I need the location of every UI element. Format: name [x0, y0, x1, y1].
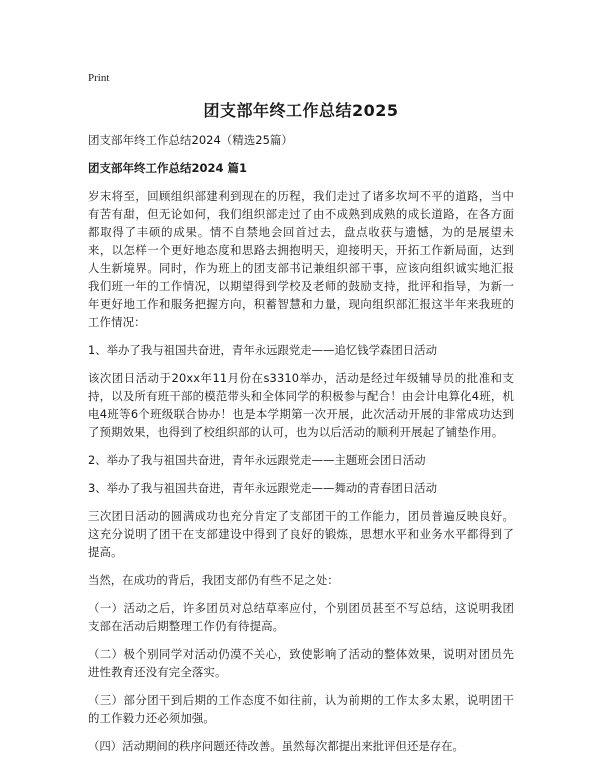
document-title: 团支部年终工作总结2025 — [203, 101, 399, 120]
summary-paragraph: 三次团日活动的圆满成功也充分肯定了支部团干的工作能力，团员普遍反映良好。这充分说明了团干在支部建设中得到了良好的锻炼，思想水平和业务水平都得到了提高。 — [88, 509, 514, 559]
shortcoming-item-1: （一）活动之后，许多团员对总结草率应付，个别团员甚至不写总结，这说明我团支部在活动后期整理工作仍有待提高。 — [88, 601, 514, 633]
shortcomings-intro: 当然，在成功的背后，我团支部仍有些不足之处： — [88, 573, 339, 587]
activity-item-2: 2、举办了我与祖国共奋进，青年永远跟党走——主题班会团日活动 — [88, 453, 426, 467]
activity-detail-paragraph: 该次团日活动于20xx年11月份在s3310举办，活动是经过年级辅导员的批准和支持，以及所有班干部的模范带头和全体同学的积极参与配合！由会计电算化4班，机电4班等6个班级联合协办！也是本学期第一次开展，此次活动开展的非常成功达到了预期效果，也得到了校组织部的认可，也为以后活动的顺利开展起了铺垫作用。 — [88, 371, 514, 439]
shortcoming-item-2: （二）极个别同学对活动仍漠不关心，致使影响了活动的整体效果，说明对团员先进性教育还没有完全落实。 — [88, 647, 514, 679]
shortcoming-item-4: （四）活动期间的秩序问题还待改善。虽然每次都提出来批评但还是存在。 — [88, 739, 464, 753]
section-heading: 团支部年终工作总结2024 篇1 — [88, 161, 248, 175]
activity-item-1: 1、举办了我与祖国共奋进，青年永远跟党走——追忆钱学森团日活动 — [88, 343, 437, 357]
activity-item-3: 3、举办了我与祖国共奋进，青年永远跟党走——舞动的青春团日活动 — [88, 481, 437, 495]
document-subtitle: 团支部年终工作总结2024（精选25篇） — [88, 133, 293, 147]
document-page — [88, 70, 514, 765]
shortcoming-item-3: （三）部分团干到后期的工作态度不如往前，认为前期的工作太多太累，说明团干的工作毅力还必须加强。 — [88, 693, 514, 725]
print-link[interactable]: Print — [88, 72, 110, 84]
intro-paragraph: 岁末将至，回顾组织部建利到现在的历程，我们走过了诸多坎坷不平的道路，当中有苦有甜，但无论如何，我们组织部走过了由不成熟到成熟的成长道路，在各方面都取得了丰硕的成果。情不自禁地会回首过去，盘点收获与遗憾，为的是展望未来，以怎样一个更好地态度和思路去拥抱明天，迎接明天，开拓工作新局面，达到人生新境界。同时，作为班上的团支部书记兼组织部干事，应该向组织诚实地汇报我们班一年的工作情况，以期望得到学校及老师的鼓励支持，批评和指导，为新一年更好地工作和服务把握方向，积蓄智慧和力量，现向组织部汇报这半年来我班的工作情况： — [88, 189, 514, 329]
